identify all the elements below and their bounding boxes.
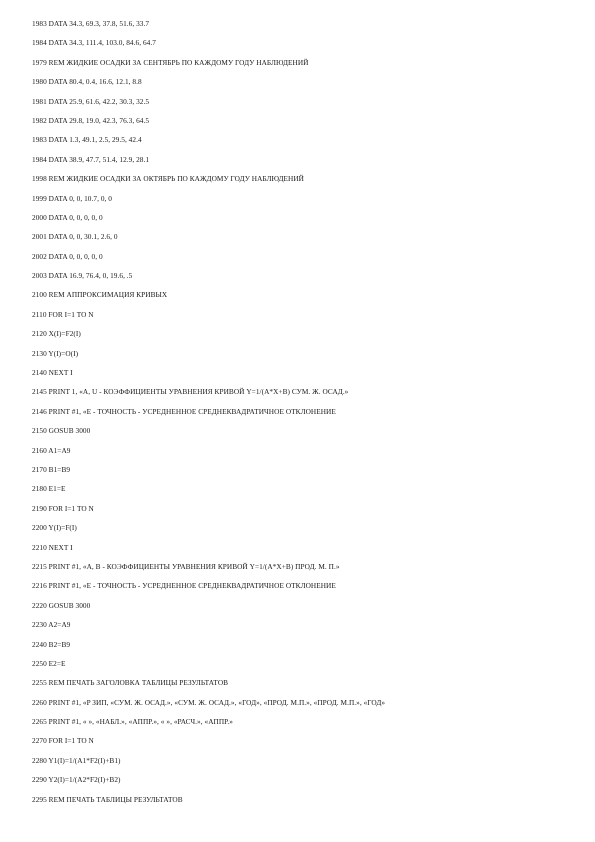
code-line: 2120 X(I)=F2(I) [32, 329, 81, 339]
code-line: 2110 FOR I=1 TO N [32, 309, 94, 319]
code-line: 2265 PRINT #1, « », «НАБЛ.», «АППР.», « », «РАСЧ.», «АППР.» [32, 717, 233, 727]
code-line: 2240 B2=B9 [32, 639, 71, 649]
code-line: 2255 REM ПЕЧАТЬ ЗАГОЛОВКА ТАБЛИЦЫ РЕЗУЛЬТАТОВ [32, 678, 229, 688]
code-line: 1983 DATA 1.3, 49.1, 2.5, 29.5, 42.4 [32, 135, 142, 145]
code-line: 2290 Y2(I)=1/(A2*F2(I)+B2) [32, 775, 121, 785]
code-line: 1981 DATA 25.9, 61.6, 42.2, 30.3, 32.5 [32, 96, 150, 106]
code-line: 2002 DATA 0, 0, 0, 0, 0 [32, 251, 103, 261]
code-line: 2100 REM АППРОКСИМАЦИЯ КРИВЫХ [32, 290, 168, 300]
code-line: 1999 DATA 0, 0, 10.7, 0, 0 [32, 193, 112, 203]
code-line: 2001 DATA 0, 0, 30.1, 2.6, 0 [32, 232, 118, 242]
code-line: 2180 E1=E [32, 484, 66, 494]
code-line: 1984 DATA 38.9, 47.7, 51.4, 12.9, 28.1 [32, 154, 150, 164]
code-line: 2280 Y1(I)=1/(A1*F2(I)+B1) [32, 755, 121, 765]
basic-program-listing [32, 14, 572, 809]
code-line: 2260 PRINT #1, «P ЗИП, «СУМ. Ж. ОСАД.», «СУМ. Ж. ОСАД.», «ГОД», «ПРОД. М.П.», «ПРОД. М.П.», «ГОД» [32, 697, 386, 707]
code-line: 1983 DATA 34.3, 69.3, 37.8, 51.6, 33.7 [32, 19, 150, 28]
code-line: 2146 PRINT #1, «E - ТОЧНОСТЬ - УСРЕДНЕННОЕ СРЕДНЕКВАДРАТИЧНОЕ ОТКЛОНЕНИЕ [32, 406, 336, 416]
code-line: 1998 REM ЖИДКИЕ ОСАДКИ ЗА ОКТЯБРЬ ПО КАЖДОМУ ГОДУ НАБЛЮДЕНИЙ [32, 174, 304, 184]
code-line: 2295 REM ПЕЧАТЬ ТАБЛИЦЫ РЕЗУЛЬТАТОВ [32, 794, 183, 804]
code-line: 2000 DATA 0, 0, 0, 0, 0 [32, 212, 103, 222]
code-line: 1982 DATA 29.8, 19.0, 42.3, 76.3, 64.5 [32, 115, 150, 125]
code-line: 2230 A2=A9 [32, 620, 71, 630]
code-line: 2140 NEXT I [32, 368, 73, 378]
code-line: 1980 DATA 80.4, 0.4, 16.6, 12.1, 8.8 [32, 77, 142, 87]
code-line: 2215 PRINT #1, «A, B - КОЭФФИЦИЕНТЫ УРАВНЕНИЯ КРИВОЙ Y=1/(A*X+B) ПРОД. М. П.» [32, 561, 340, 571]
code-line: 2145 PRINT 1, «A, U - КОЭФФИЦИЕНТЫ УРАВНЕНИЯ КРИВОЙ Y=1/(A*X+B) СУМ. Ж. ОСАД.» [32, 387, 349, 397]
code-line: 1979 REM ЖИДКИЕ ОСАДКИ ЗА СЕНТЯБРЬ ПО КАЖДОМУ ГОДУ НАБЛЮДЕНИЙ [32, 57, 309, 67]
code-line: 2160 A1=A9 [32, 445, 71, 455]
code-line: 2003 DATA 16.9, 76.4, 0, 19.6, .5 [32, 271, 133, 281]
code-line: 2210 NEXT I [32, 542, 73, 552]
code-line: 2170 B1=B9 [32, 464, 71, 474]
code-line: 2200 Y(I)=F(I) [32, 523, 77, 533]
code-line: 2216 PRINT #1, «E - ТОЧНОСТЬ - УСРЕДНЕННОЕ СРЕДНЕКВАДРАТИЧНОЕ ОТКЛОНЕНИЕ [32, 581, 336, 591]
code-line: 1984 DATA 34.3, 111.4, 103.0, 84.6, 64.7 [32, 38, 156, 48]
code-line: 2150 GOSUB 3000 [32, 426, 91, 436]
code-line: 2220 GOSUB 3000 [32, 600, 91, 610]
code-line: 2270 FOR I=1 TO N [32, 736, 94, 746]
code-line: 2250 E2=E [32, 658, 66, 668]
code-line: 2130 Y(I)=O(I) [32, 348, 79, 358]
code-line: 2190 FOR I=1 TO N [32, 503, 94, 513]
